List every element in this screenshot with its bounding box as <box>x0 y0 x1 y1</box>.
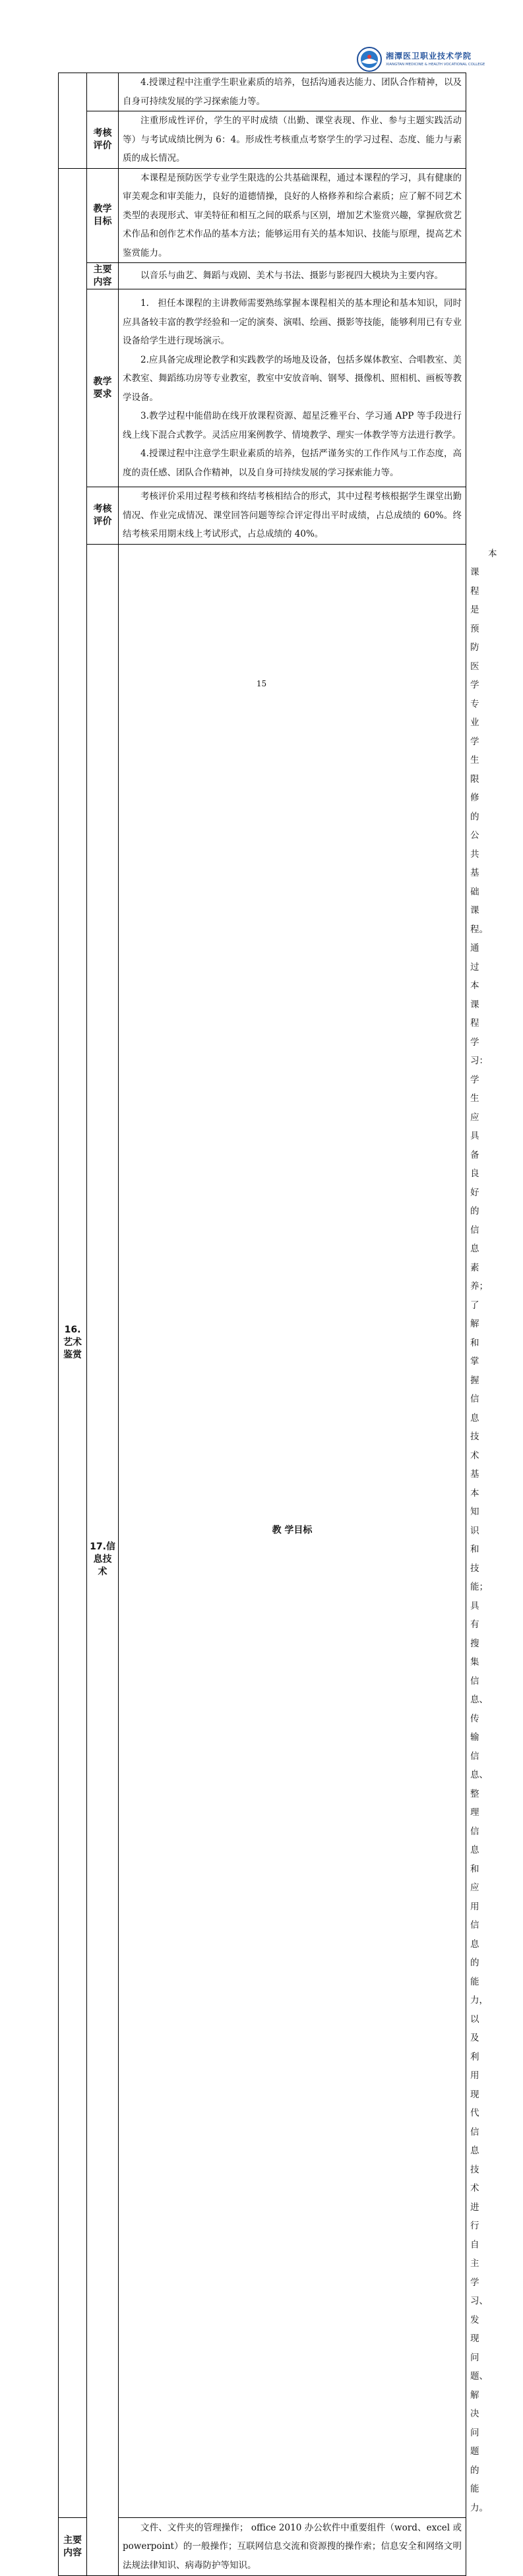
paragraph: 考核评价采用过程考核和终结考核相结合的形式，其中过程考核根据学生课堂出勤情况、作业完成情况、课堂回答问题等综合评定得出平时成绩，占总成绩的 60%。终结考核采用期末线上考试形式，占总成绩的 40%。 <box>123 491 462 539</box>
course-name-cell: 16.艺术鉴赏 <box>59 168 87 2518</box>
label-cell: 教 学目标 <box>119 544 466 2518</box>
content-cell <box>119 2518 466 2576</box>
label-cell: 考核评价 <box>87 111 119 169</box>
school-name-en: XIANGTAN MEDICINE & HEALTH VOCATIONAL COLLEGE <box>386 63 485 67</box>
paragraph: 以音乐与曲艺、舞蹈与戏剧、美术与书法、摄影与影视四大模块为主要内容。 <box>140 270 443 282</box>
label-cell: 考核评价 <box>87 487 119 545</box>
label-cell: 教学要求 <box>87 289 119 487</box>
content-cell <box>119 73 466 111</box>
table-row <box>59 487 466 545</box>
label-cell: 主要内容 <box>87 263 119 289</box>
school-name-cn: 湘潭医卫职业技术学院 <box>386 51 472 61</box>
college-logo <box>356 46 495 73</box>
paragraph: 文件、文件夹的管理操作； office 2010 办公软件中重要组件（word、excel 或 powerpoint）的一般操作；互联网信息交流和资源搜的操作索；信息安全和网络文明法规法律知识、病毒防护等知识。 <box>123 2522 462 2571</box>
course-cell-empty <box>59 73 87 169</box>
content-cell <box>119 487 466 545</box>
table-row <box>59 289 466 487</box>
content-cell <box>119 168 466 263</box>
course-name-cell: 17.信息技术 <box>87 544 119 2576</box>
page-number: 15 <box>256 679 267 688</box>
content-cell <box>119 289 466 487</box>
table-row: 17.信息技术 教 学目标 本课程是预防医学专业学生限修的公共基础课程。通过本课程学习：学生应具备良好的信息素养；了解和掌握信息技术基本知识和技能；具有搜集信息、传输信息、整理信息和应用信息的能力，以及利用现代信息技术进行自主学习、发现问题、解决问题的能力。 <box>59 544 466 2518</box>
college-emblem-icon <box>356 46 383 73</box>
paragraph: 4.授课过程中注意学生职业素质的培养，包括严谨务实的工作作风与工作态度，高度的责任感、团队合作精神，以及自身可持续发展的学习探索能力等。 <box>123 448 462 478</box>
paragraph: 注重形成性评价，学生的平时成绩（出勤、课堂表现、作业、参与主题实践活动等）与考试成绩比例为 6：4。形成性考核重点考察学生的学习过程、态度、能力与素质的成长情况。 <box>123 115 462 164</box>
table-row <box>59 73 466 111</box>
label-cell: 主要内容 <box>59 2518 87 2576</box>
course-table <box>58 73 497 2576</box>
table-row <box>59 111 466 169</box>
table-row <box>59 263 466 289</box>
paragraph: 4.授课过程中注重学生职业素质的培养，包括沟通表达能力、团队合作精神，以及自身可持续发展的学习探索能力等。 <box>123 77 462 107</box>
table-row <box>59 168 466 263</box>
label-cell-empty <box>87 73 119 111</box>
paragraph: 3.教学过程中能借助在线开放课程资源、超星泛雅平台、学习通 APP 等手段进行线上线下混合式教学。灵活应用案例教学、情境教学、理实一体教学等方法进行教学。 <box>123 411 462 440</box>
label-cell: 教学目标 <box>87 168 119 263</box>
paragraph: 2.应具备完成理论教学和实践教学的场地及设备，包括多媒体教室、合唱教室、美术教室、舞蹈练功房等专业教室，教室中安放音响、钢琴、摄像机、照相机、画板等教学设备。 <box>123 354 462 403</box>
paragraph: 本课程是预防医学专业学生限选的公共基础课程，通过本课程的学习，具有健康的审美观念和审美能力，良好的道德情操，良好的人格修养和综合素质；应了解不同艺术类型的表现形式、审美特征和相互之间的联系与区别，增加艺术鉴赏兴趣，掌握欣赏艺术作品和创作艺术作品的基本方法；能够运用有关的基本知识、技能与原理，提高艺术鉴赏能力。 <box>123 172 462 258</box>
content-cell <box>119 111 466 169</box>
paragraph: 1. 担任本课程的主讲教师需要熟练掌握本课程相关的基本理论和基本知识，同时应具备较丰富的教学经验和一定的演奏、演唱、绘画、摄影等技能，能够利用已有专业设备给学生进行现场演示。 <box>123 298 462 346</box>
table-row <box>59 2518 466 2576</box>
content-cell <box>119 263 466 289</box>
